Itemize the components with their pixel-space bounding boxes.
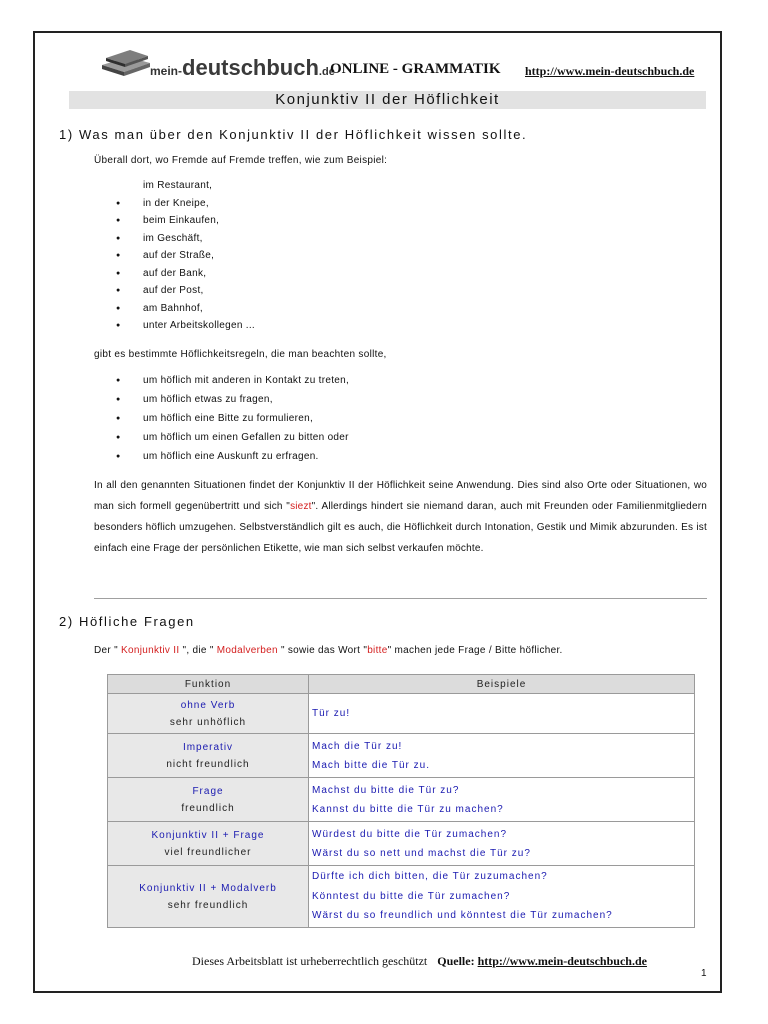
- explanation-paragraph: In all den genannten Situationen findet der Konjunktiv II der Höflichkeit seine Anwendung. Dies sind also Orte oder Situationen, wo man sich formell gegenübertritt und sich "siezt". Allerdings hindert sie niemand daran, auch mit Freunden oder Familienmitgliedern besonders höflich umzugehen. Selbstverständlich gilt es auch, die Höflichkeit durch Intonation, Gestik und Mimik abzurunden. Es ist einfach eine Frage der persönlichen Etikette, wie man sich selbst verkaufen möchte.: [94, 480, 707, 554]
- worksheet-page: [33, 31, 722, 993]
- list-item: ● beim Einkaufen,: [116, 215, 255, 233]
- section-2-intro: Der " Konjunktiv II ", die " Modalverben " sowie das Wort "bitte" machen jede Frage / Bitte höflicher.: [94, 645, 563, 656]
- list-item: im Restaurant,: [143, 180, 213, 191]
- list-item: ● am Bahnhof,: [116, 303, 255, 321]
- rules-list: [116, 375, 349, 470]
- logo-wordmark: mein-deutschbuch.de: [150, 55, 335, 80]
- source-label: Quelle:: [437, 954, 475, 968]
- examples-cell: Tür zu!: [309, 694, 695, 734]
- table-row: [108, 866, 695, 928]
- list-item: ● in der Kneipe,: [116, 198, 255, 216]
- table-row: [108, 694, 695, 734]
- list-item: ● um höflich eine Auskunft zu erfragen.: [116, 451, 349, 470]
- list-item: ● unter Arbeitskollegen ...: [116, 320, 255, 338]
- function-cell: Frage freundlich: [108, 778, 309, 822]
- page-header: [98, 45, 718, 90]
- list-item: ● auf der Straße,: [116, 250, 255, 268]
- site-logo[interactable]: [98, 45, 335, 81]
- page-footer: [192, 954, 647, 969]
- column-header-beispiele: Beispiele: [309, 675, 695, 694]
- rules-intro: gibt es bestimmte Höflichkeitsregeln, die man beachten sollte,: [94, 349, 387, 360]
- table-row: [108, 734, 695, 778]
- list-item: ● auf der Bank,: [116, 268, 255, 286]
- page-title: Konjunktiv II der Höflichkeit: [69, 91, 706, 109]
- table-row: [108, 778, 695, 822]
- politeness-table: [107, 674, 695, 928]
- section-1-intro: Überall dort, wo Fremde auf Fremde treffen, wie zum Beispiel:: [94, 155, 388, 166]
- list-item: ● um höflich etwas zu fragen,: [116, 394, 349, 413]
- list-item: ● um höflich um einen Gefallen zu bitten oder: [116, 432, 349, 451]
- footer-url-link[interactable]: http://www.mein-deutschbuch.de: [477, 954, 647, 968]
- page-number: 1: [701, 968, 707, 979]
- header-url-link[interactable]: http://www.mein-deutschbuch.de: [525, 64, 695, 78]
- siezt-highlight: siezt: [290, 501, 312, 512]
- list-item: ● auf der Post,: [116, 285, 255, 303]
- examples-cell: Dürfte ich dich bitten, die Tür zuzumachen? Könntest du bitte die Tür zumachen? Wärst du so freundlich und könntest die Tür zumachen?: [309, 866, 695, 928]
- list-item: ● um höflich eine Bitte zu formulieren,: [116, 413, 349, 432]
- copyright-notice: Dieses Arbeitsblatt ist urheberrechtlich geschützt: [192, 954, 428, 968]
- header-subtitle: ONLINE - GRAMMATIK: [330, 61, 501, 77]
- function-cell: ohne Verb sehr unhöflich: [108, 694, 309, 734]
- list-item: ● im Geschäft,: [116, 233, 255, 251]
- book-stack-icon: [98, 45, 154, 79]
- places-list: [116, 180, 255, 338]
- table-header-row: [108, 675, 695, 694]
- examples-cell: Mach die Tür zu! Mach bitte die Tür zu.: [309, 734, 695, 778]
- function-cell: Konjunktiv II + Frage viel freundlicher: [108, 822, 309, 866]
- section-2-heading: 2) Höfliche Fragen: [59, 614, 195, 629]
- section-1-heading: 1) Was man über den Konjunktiv II der Höflichkeit wissen sollte.: [59, 127, 528, 142]
- function-cell: Konjunktiv II + Modalverb sehr freundlich: [108, 866, 309, 928]
- section-divider: [94, 598, 707, 599]
- examples-cell: Machst du bitte die Tür zu? Kannst du bitte die Tür zu machen?: [309, 778, 695, 822]
- table-row: [108, 822, 695, 866]
- function-cell: Imperativ nicht freundlich: [108, 734, 309, 778]
- examples-cell: Würdest du bitte die Tür zumachen? Wärst du so nett und machst die Tür zu?: [309, 822, 695, 866]
- column-header-funktion: Funktion: [108, 675, 309, 694]
- list-item: ● um höflich mit anderen in Kontakt zu treten,: [116, 375, 349, 394]
